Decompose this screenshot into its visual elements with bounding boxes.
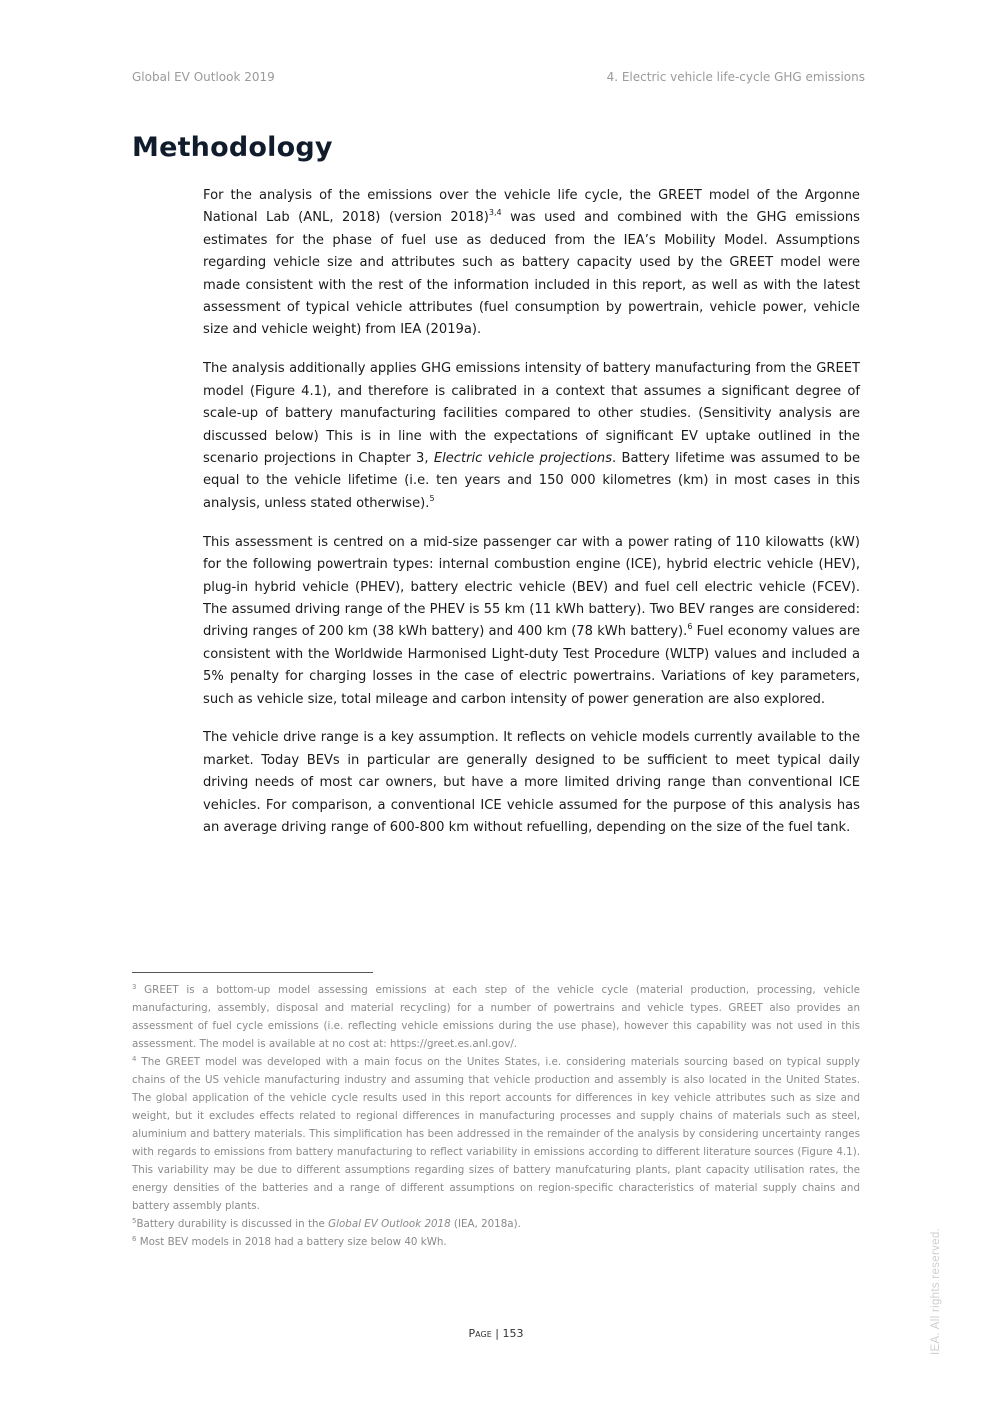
running-header-title: Global EV Outlook 2019 bbox=[132, 70, 275, 84]
paragraph-1 bbox=[203, 185, 860, 342]
page-label: Page bbox=[468, 1327, 492, 1340]
rights-notice: IEA. All rights reserved. bbox=[930, 1227, 942, 1355]
body-text bbox=[203, 185, 860, 856]
footnote-5-number: 5 bbox=[132, 1217, 137, 1225]
footnote-4 bbox=[132, 1053, 860, 1215]
footnote-divider bbox=[132, 972, 373, 973]
footnote-ref-3-4[interactable]: 3,4 bbox=[488, 208, 502, 218]
footnotes bbox=[132, 981, 860, 1251]
page-separator: | bbox=[491, 1327, 503, 1340]
footnote-ref-5[interactable]: 5 bbox=[429, 493, 435, 503]
footnote-5-title: Global EV Outlook 2018 bbox=[328, 1218, 451, 1230]
paragraph-4 bbox=[203, 727, 860, 839]
p2-text-a: The analysis additionally applies GHG emissions intensity of battery manufacturing from the GREET model (Figure 4.1), and therefore is calibrated in a context that assumes a significant degree of scale-up of battery manufacturing facilities compared to other studies. (Sensitivity analysis are discussed below) This is in line with the expectations of significant EV uptake outlined in the scenario projections in Chapter 3, bbox=[203, 361, 860, 466]
footnote-3-number: 3 bbox=[132, 983, 137, 991]
paragraph-2 bbox=[203, 358, 860, 515]
page-number-value: 153 bbox=[502, 1327, 524, 1340]
running-header-chapter: 4. Electric vehicle life-cycle GHG emissions bbox=[606, 70, 865, 84]
footnote-4-number: 4 bbox=[132, 1055, 137, 1063]
p3-text-b: Fuel economy values are consistent with the Worldwide Harmonised Light-duty Test Procedure (WLTP) values and included a 5% penalty for charging losses in the case of electric powertrains. Variations of key parameters, such as vehicle size, total mileage and carbon intensity of power generation are also explored. bbox=[203, 624, 861, 707]
footnote-ref-6[interactable]: 6 bbox=[687, 622, 693, 632]
p3-text-a: This assessment is centred on a mid-size passenger car with a power rating of 110 kilowatts (kW) for the following powertrain types: internal combustion engine (ICE), hybrid electric vehicle (HEV), plug-in hybrid vehicle (PHEV), battery electric vehicle (BEV) and fuel cell electric vehicle (FCEV). The assumed driving range of the PHEV is 55 km (11 kWh battery). Two BEV ranges are considered: driving ranges of 200 km (38 kWh battery) and 400 km (78 kWh battery). bbox=[203, 534, 860, 640]
page-number bbox=[0, 1327, 992, 1340]
footnote-5 bbox=[132, 1215, 860, 1233]
footnote-5-text-b: (IEA, 2018a). bbox=[450, 1218, 521, 1230]
footnote-6 bbox=[132, 1233, 860, 1251]
footnote-3 bbox=[132, 981, 860, 1053]
footnote-4-text: The GREET model was developed with a main focus on the Unites States, i.e. considering materials sourcing based on typical supply chains of the US vehicle manufacturing industry and assuming that vehicle production and assembly is also located in the United States. The global application of the vehicle cycle results used in this report accounts for differences in key vehicle attributes such as size and weight, but it excludes effects related to regional differences in manufacturing processes and supply chains of materials such as steel, aluminium and battery materials. This simplification has been addressed in the remainder of the analysis by considering uncertainty ranges with regards to emissions from battery manufacturing to reflect variability in emissions according to different literature sources (Figure 4.1). This variability may be due to different assumptions regarding sizes of battery manufcaturing plants, plant capacity utilisation rates, the energy densities of the batteries and a range of different assumptions on region-specific characteristics of material supply chains and battery assembly plants. bbox=[132, 1056, 860, 1212]
p2-text-b: . Battery lifetime was assumed to be equal to the vehicle lifetime (i.e. ten years and 150 000 kilometres (km) in most cases in this analysis, unless stated otherwise). bbox=[203, 450, 860, 511]
footnote-6-number: 6 bbox=[132, 1235, 137, 1243]
footnote-5-text-a: Battery durability is discussed in the bbox=[136, 1218, 329, 1230]
p4-text: The vehicle drive range is a key assumption. It reflects on vehicle models currently available to the market. Today BEVs in particular are generally designed to be sufficient to meet typical daily driving needs of most car owners, but have a more limited driving range than conventional ICE vehicles. For comparison, a conventional ICE vehicle assumed for the purpose of this analysis has an average driving range of 600-800 km without refuelling, depending on the size of the fuel tank. bbox=[203, 730, 860, 836]
p2-chapter-title: Electric vehicle projections bbox=[433, 450, 613, 466]
p1-text-a: For the analysis of the emissions over the vehicle life cycle, the GREET model of the Argonne National Lab (ANL, 2018) (version 2018) bbox=[203, 188, 860, 226]
paragraph-3 bbox=[203, 532, 860, 711]
section-heading: Methodology bbox=[132, 132, 333, 163]
footnote-3-text: GREET is a bottom-up model assessing emissions at each step of the vehicle cycle (material production, processing, vehicle manufacturing, assembly, disposal and material recycling) for a number of powertrains and vehicle types. GREET also provides an assessment of fuel cycle emissions (i.e. reflecting vehicle emissions during the use phase), however this capability was not used in this assessment. The model is available at no cost at: https://greet.es.anl.gov/. bbox=[132, 984, 860, 1050]
p1-text-b: was used and combined with the GHG emissions estimates for the phase of fuel use as deduced from the IEA’s Mobility Model. Assumptions regarding vehicle size and attributes such as battery capacity used by the GREET model were made consistent with the rest of the information included in this report, as well as with the latest assessment of typical vehicle attributes (fuel consumption by powertrain, vehicle power, vehicle size and vehicle weight) from IEA (2019a). bbox=[203, 210, 860, 338]
footnote-6-text: Most BEV models in 2018 had a battery size below 40 kWh. bbox=[136, 1236, 447, 1248]
